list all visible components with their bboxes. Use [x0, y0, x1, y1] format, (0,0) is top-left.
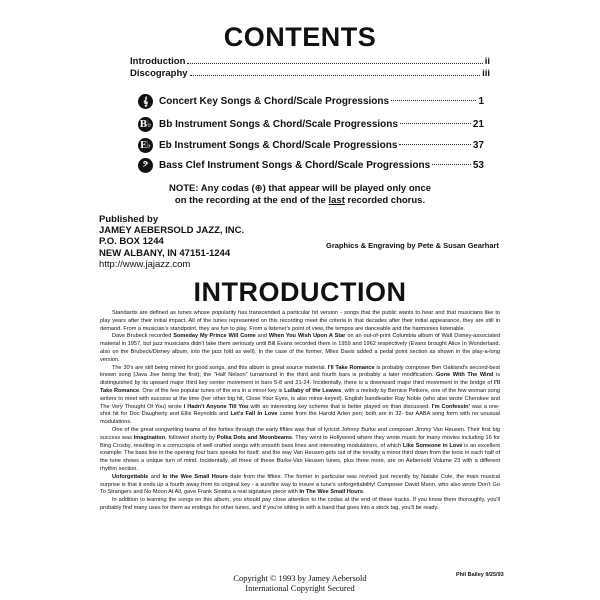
signature-note: Phil Bailey 9/25/93 [456, 572, 504, 578]
section-page: 37 [472, 140, 484, 151]
treble-clef-icon: 𝄞 [138, 94, 153, 109]
dot-leader [400, 123, 471, 124]
section-label: Bb Instrument Songs & Chord/Scale Progressions [159, 119, 398, 130]
toc-item-discography[interactable] [130, 68, 490, 79]
publisher-block: Published by JAMEY AEBERSOLD JAZZ, INC. P.O. BOX 1244 NEW ALBANY, IN 47151-1244 http://www.jajazz.com [99, 214, 245, 270]
introduction-body [100, 310, 500, 513]
intro-paragraph: In addition to learning the songs on this album, you should pay close attention to the codas at the end of these tracks. If you know them thoroughly, you'll probably find many uses for them as endings for other tunes, and if you're sitting in with a band that goes into a stock tag, you'll be ready. [100, 497, 500, 511]
dot-leader [399, 144, 470, 145]
section-bb-instrument[interactable] [138, 117, 484, 132]
coda-icon: ⊕ [254, 183, 263, 194]
intro-paragraph: The 30's are still being mined for good songs, and this album is great source material. I'll Take Romance is probably composer Ben Oakland's second-best known song (Java Jive being the first); the "Half Nelson" turnaround in the third and fourth bars is probably a later modification. Gone With The Wind is distinguished by its upward major third key center movement in bars 5-8 and 21-24. Incidentally, there is a downward major third movement in the bridge of I'll Take Romance. One of the few popular tunes of the era in a minor key is Lullaby of the Leaves, with a melody by Bernice Petkere, one of the few woman song writers to meet with success at the time (her other big hit, Close Your Eyes, is also minor-keyed). English bandleader Ray Noble (who also wrote Cherokee and The Very Thought Of You) wrote I Hadn't Anyone Till You with an interesting key scheme that is better played on than discussed. I'm Confessin' was a one-shot hit for Doc Daugherty and Ellis Reynolds and Let's Fall In Love came from the Harold Arlen pen; both are in 32- bar AABA song form with no unusual modulations. [100, 364, 501, 426]
toc-page: ii [484, 56, 490, 67]
section-page: 53 [472, 160, 484, 171]
toc-label: Discography [130, 68, 188, 79]
coda-note: NOTE: Any codas (⊕) that appear will be played only once on the recording at the end of the last recorded chorus. [168, 183, 432, 206]
copyright-notice: Copyright © 1993 by Jamey Aebersold International Copyright Secured [233, 573, 367, 593]
publisher-url[interactable]: http://www.jajazz.com [99, 258, 191, 270]
toc-label: Introduction [130, 56, 186, 67]
b-flat-icon: B♭ [138, 117, 153, 132]
section-page: 1 [478, 96, 484, 107]
dot-leader [432, 164, 471, 165]
section-bass-clef[interactable] [138, 158, 484, 173]
bass-clef-icon: 𝄢 [138, 158, 153, 173]
contents-heading: CONTENTS [223, 22, 377, 52]
section-label: Bass Clef Instrument Songs & Chord/Scale Progressions [159, 160, 431, 171]
intro-paragraph: Dave Brubeck recorded Someday My Prince Will Come and When You Wish Upon A Star on an out-of-print Columbia album of Walt Disney-associated material in 1957, but jazz musicians didn't take them seriously until Bill Evans recorded them in 1959 and 1962 respectively (Evans brought Alice In Wonderland, also on the Brubeck/Disney album, into the jazz fold as well). In the case of the former, Miles Davis added a pedal point section as shown in the play-a-long version. [100, 333, 500, 363]
section-concert-key[interactable] [138, 94, 484, 109]
introduction-heading: INTRODUCTION [193, 277, 407, 307]
graphics-credit: Graphics & Engraving by Pete & Susan Gearhart [326, 241, 499, 250]
section-page: 21 [472, 119, 484, 130]
e-flat-icon: E♭ [138, 138, 153, 153]
intro-paragraph: Standards are defined as tunes whose popularity has transcended a particular hit version - songs that the public wants to hear and that musicians like to play years after their initial impact. All of the tunes represented on this recording meet the criteria in that decades after their initial appearance, they are still in demand. From a musician's standpoint, they are fun to play. From a listener's point of view, the tempos are danceable and the harmonies listenable. [100, 310, 500, 332]
section-label: Concert Key Songs & Chord/Scale Progressions [159, 96, 390, 107]
intro-paragraph: One of the great songwriting teams of the forties through the early fifties was that of lyricist Johnny Burke and composer Jimmy Van Heusen. Their first big success was Imagination, followed shortly by Polka Dots and Moonbeams. They went to Hollywood where they wrote music for many movies including 16 for Bing Crosby, resulting in a cornucopia of well crafted songs with smooth bass lines and interesting modulations, of which Like Someone in Love is an excellent example. The bass line in the opening four bars speaks for itself, and the way Van Heusen gets out of the tonality a minor third down from the tonic in each half of the tune shows a unique turn of mind. Incidentally, all three of these Burke-Van Heusen tunes, plus three more, are on Aebersold Volume 23 with a different rhythm section. [100, 426, 501, 472]
section-label: Eb Instrument Songs & Chord/Scale Progressions [159, 140, 398, 151]
intro-paragraph: Unforgettable and In the Wee Small Hours date from the fifties. The former in particular was revived just recently by Natalie Cole, the main musical surprise is that it ends up a fourth away from its original key - a surefire way to insure a tune's unforgettability! Composer David Mann, who also wrote Don't Go To Strangers and No Moon At All, gave Frank Sinatra a real signature piece with In The Wee Small Hours. [100, 473, 500, 496]
dot-leader [190, 75, 481, 76]
section-eb-instrument[interactable] [138, 138, 484, 153]
toc-item-introduction[interactable] [130, 56, 490, 67]
toc-page: iii [482, 68, 490, 79]
dot-leader [391, 100, 476, 101]
dot-leader [187, 63, 482, 64]
